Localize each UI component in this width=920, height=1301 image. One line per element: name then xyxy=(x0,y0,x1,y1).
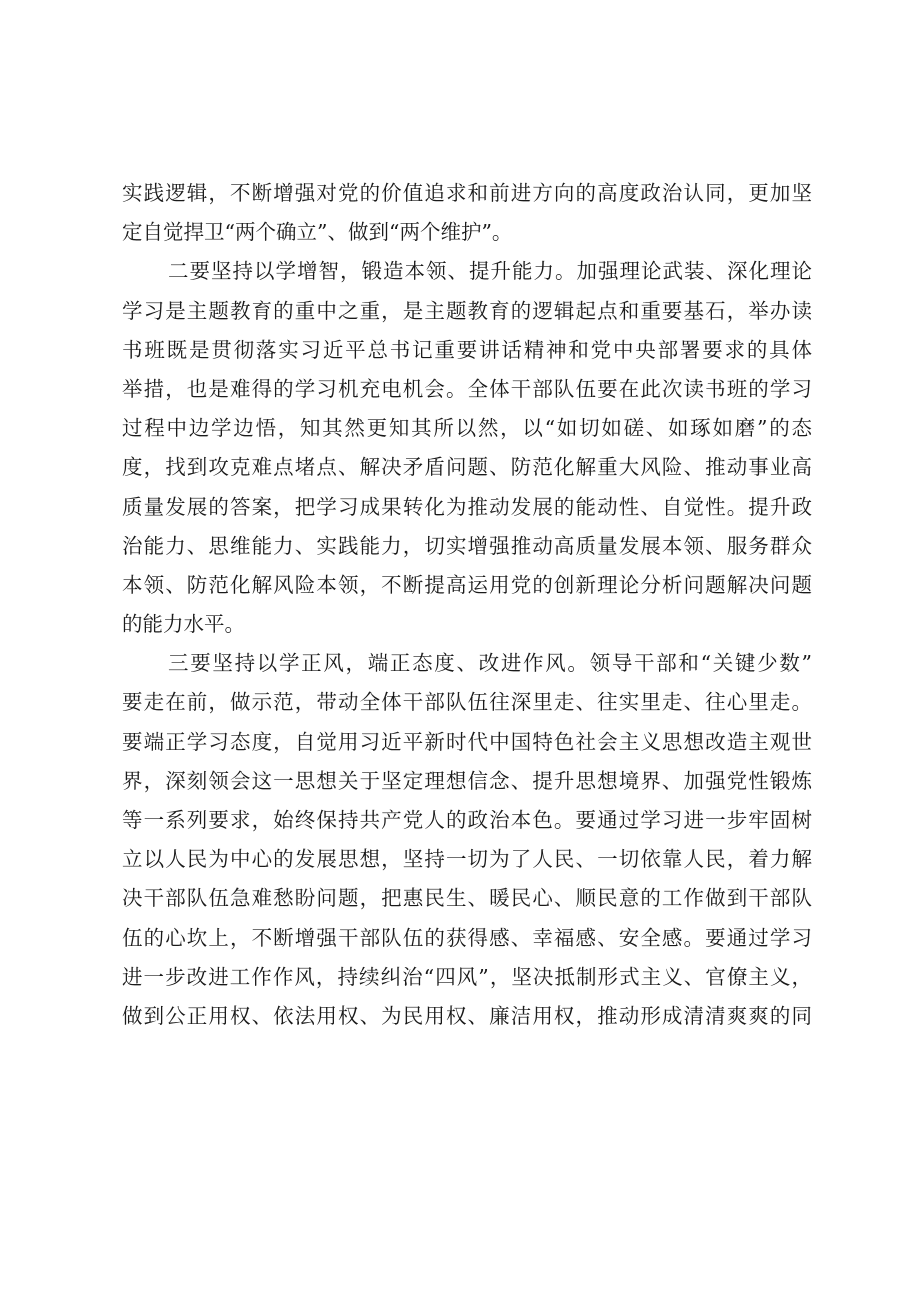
text-line: 本领、防范化解风险本领，不断提高运用党的创新理论分析问题解决问题 xyxy=(122,572,812,597)
text-line: 定自觉捍卫“两个确立”、做到“两个维护”。 xyxy=(122,220,513,245)
text-line: 质量发展的答案，把学习成果转化为推动发展的能动性、自觉性。提升政 xyxy=(122,494,812,519)
paragraph-3 xyxy=(122,644,812,1036)
text-line: 伍的心坎上，不断增强干部队伍的获得感、幸福感、安全感。要通过学习 xyxy=(122,925,812,950)
text-line: 要走在前，做示范，带动全体干部队伍往深里走、往实里走、往心里走。 xyxy=(122,690,812,715)
text-line: 三要坚持以学正风，端正态度、改进作风。领导干部和“关键少数” xyxy=(168,651,812,676)
text-line: 界，深刻领会这一思想关于坚定理想信念、提升思想境界、加强党性锻炼 xyxy=(122,768,812,793)
text-line: 书班既是贯彻落实习近平总书记重要讲话精神和党中央部署要求的具体 xyxy=(122,337,812,362)
text-line: 治能力、思维能力、实践能力，切实增强推动高质量发展本领、服务群众 xyxy=(122,533,812,558)
text-line: 进一步改进工作作风，持续纠治“四风”，坚决抵制形式主义、官僚主义， xyxy=(122,964,812,989)
text-line: 要端正学习态度，自觉用习近平新时代中国特色社会主义思想改造主观世 xyxy=(122,729,812,754)
paragraph-1 xyxy=(122,174,812,252)
text-line: 学习是主题教育的重中之重，是主题教育的逻辑起点和重要基石，举办读 xyxy=(122,298,812,323)
text-line: 度，找到攻克难点堵点、解决矛盾问题、防范化解重大风险、推动事业高 xyxy=(122,455,812,480)
text-line: 实践逻辑，不断增强对党的价值追求和前进方向的高度政治认同，更加坚 xyxy=(122,181,812,205)
text-line: 做到公正用权、依法用权、为民用权、廉洁用权，推动形成清清爽爽的同 xyxy=(122,1003,812,1028)
text-line: 等一系列要求，始终保持共产党人的政治本色。要通过学习进一步牢固树 xyxy=(122,808,812,832)
text-line: 二要坚持以学增智，锻造本领、提升能力。加强理论武装、深化理论 xyxy=(168,259,812,284)
text-line: 过程中边学边悟，知其然更知其所以然，以“如切如磋、如琢如磨”的态 xyxy=(122,416,812,441)
text-line: 的能力水平。 xyxy=(122,612,245,637)
body-text xyxy=(122,174,812,1036)
paragraph-2 xyxy=(122,252,812,644)
text-line: 举措，也是难得的学习机充电机会。全体干部队伍要在此次读书班的学习 xyxy=(122,376,812,401)
text-line: 立以人民为中心的发展思想，坚持一切为了人民、一切依靠人民，着力解 xyxy=(122,847,812,872)
text-line: 决干部队伍急难愁盼问题，把惠民生、暖民心、顺民意的工作做到干部队 xyxy=(122,886,812,911)
